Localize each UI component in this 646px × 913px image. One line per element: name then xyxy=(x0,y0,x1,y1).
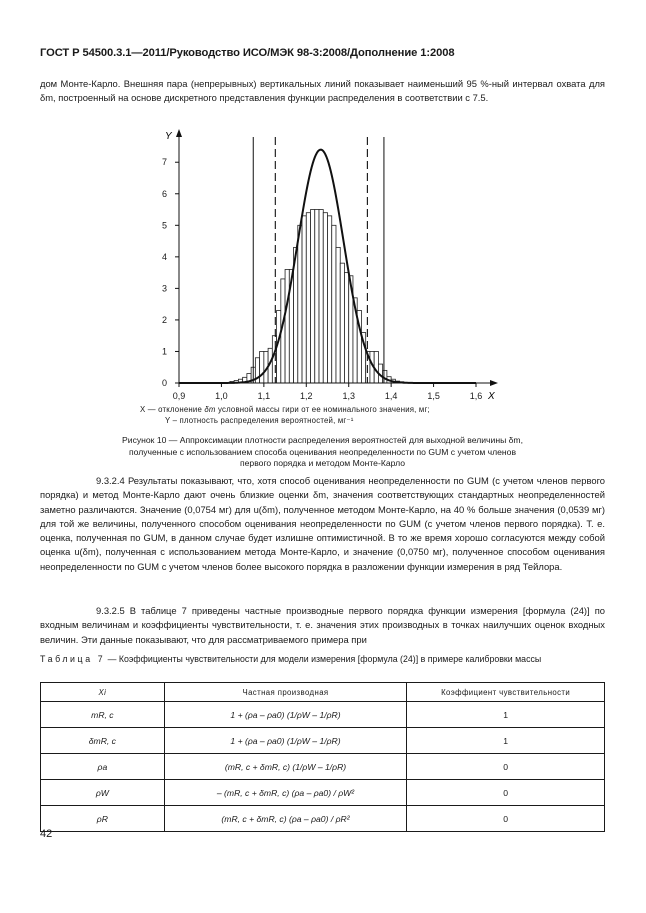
table-row xyxy=(41,754,605,780)
x-tick-label: 1,5 xyxy=(427,391,440,401)
histogram-bar xyxy=(332,225,336,383)
histogram-bar xyxy=(340,263,344,383)
histogram-bar xyxy=(298,225,302,383)
histogram-bar xyxy=(323,213,327,383)
legend-y-text: Y – плотность распределения вероятностей, мг⁻¹ xyxy=(165,416,354,425)
figure-caption xyxy=(40,435,605,470)
histogram-bar xyxy=(272,336,276,383)
sensitivity-table xyxy=(40,682,605,832)
cell-derivative: 1 + (ρa – ρa0) (1/ρW – 1/ρR) xyxy=(164,702,407,728)
x-tick-label: 1,6 xyxy=(469,391,483,401)
cell-variable: ρa xyxy=(41,754,165,780)
y-tick-label: 1 xyxy=(161,346,167,357)
header-coefficient: Коэффициент чувствительности xyxy=(407,683,605,702)
y-tick-label: 5 xyxy=(161,220,167,231)
paragraph-9-3-2-4: 9.3.2.4 Результаты показывают, что, хотя способ оценивания неопределенности по GUM (с учетом членов первого порядка) и метод Монте-Карло дают очень близкие оценки δm, значения соответствующих стандартных неопределенностей заметно различаются. Значение (0,0754 мг) для u(δm), полученное методом Монте-Карло, на 40 % больше значения (0,0539 мг) для той же величины, полученного способом оценивания неопределенности по GUM (с учетом членов первого порядка). Т. е. оценка, полученная по GUM, в данном случае будет излишне оптимистичной. В то же время хорошо согласуются между собой оценка u(δm), полученная с использованием метода Монте-Карло, и значение (0,0750 мг), полученное способом оценивания неопределенности по GUM с учетом членов более высокого порядка в разложении функции измерения в ряд Тейлора. xyxy=(40,475,605,572)
table-header-row xyxy=(41,683,605,702)
header-xi: Xi xyxy=(41,683,165,702)
distribution-chart xyxy=(0,125,646,402)
cell-variable: ρW xyxy=(41,780,165,806)
y-tick-label: 2 xyxy=(161,314,167,325)
cell-derivative: 1 + (ρa – ρa0) (1/ρW – 1/ρR) xyxy=(164,728,407,754)
paragraph-9-3-2-5: 9.3.2.5 В таблице 7 приведены частные производные первого порядка функции измерения [формула (24)] по входным величинам и коэффициенты чувствительности, т. е. значения этих производных в точках наилучших оценок входных величин. Эти данные показывают, что для рассматриваемого примера при xyxy=(40,605,605,645)
histogram-bar xyxy=(311,210,315,383)
y-ticks xyxy=(162,157,179,388)
cell-derivative: – (mR, c + δmR, c) (ρa – ρa0) / ρW² xyxy=(164,780,407,806)
cell-derivative: (mR, c + δmR, c) (ρa – ρa0) / ρR² xyxy=(164,806,407,832)
table-caption-text: — Коэффициенты чувствительности для модели измерения [формула (24)] в примере калибровки массы xyxy=(105,654,542,664)
x-axis-label: X xyxy=(488,391,495,402)
x-axis-arrow-icon xyxy=(490,380,498,386)
y-tick-label: 7 xyxy=(161,157,167,168)
y-tick-label: 4 xyxy=(161,251,167,262)
histogram-bar xyxy=(344,273,348,383)
y-tick-label: 3 xyxy=(161,283,167,294)
y-tick-label: 6 xyxy=(161,188,167,199)
cell-coefficient: 0 xyxy=(407,806,605,832)
cell-derivative: (mR, c + δmR, c) (1/ρW – 1/ρR) xyxy=(164,754,407,780)
histogram-bars xyxy=(230,210,404,383)
table-row xyxy=(41,780,605,806)
page-number: 42 xyxy=(40,828,53,840)
histogram-bar xyxy=(328,216,332,383)
x-tick-label: 1,1 xyxy=(257,391,271,401)
x-tick-label: 1,4 xyxy=(384,391,398,401)
legend-x-symbol: δm xyxy=(204,405,216,414)
x-tick-label: 1,2 xyxy=(300,391,313,401)
histogram-bar xyxy=(319,210,323,383)
histogram-bar xyxy=(302,216,306,383)
cell-variable: mR, c xyxy=(41,702,165,728)
histogram-bar xyxy=(306,213,310,383)
x-tick-label: 1,3 xyxy=(342,391,355,401)
x-ticks xyxy=(173,383,483,401)
axis-legend-y xyxy=(165,416,354,427)
cell-coefficient: 1 xyxy=(407,728,605,754)
page-header: ГОСТ Р 54500.3.1—2011/Руководство ИСО/МЭК 98-3:2008/Дополнение 1:2008 xyxy=(40,47,455,59)
table-caption-prefix: Таблица 7 xyxy=(40,654,106,664)
figure-caption-line2: полученные с использованием способа оценивания неопределенности по GUM с учетом членов xyxy=(128,446,517,457)
legend-x-prefix: X — отклонение xyxy=(140,405,202,414)
table-row xyxy=(41,728,605,754)
figure-caption-line3: первого порядка и методом Монте-Карло xyxy=(239,458,405,468)
cell-coefficient: 0 xyxy=(407,780,605,806)
cell-variable: ρR xyxy=(41,806,165,832)
table-row xyxy=(41,806,605,832)
axis-legend-x xyxy=(140,405,430,416)
figure-caption-line1: Рисунок 10 — Аппроксимации плотности распределения вероятностей для выходной величины δm, xyxy=(122,435,523,445)
histogram-bar xyxy=(336,247,340,383)
legend-x-suffix: условной массы гири от ее номинального значения, мг; xyxy=(217,405,430,414)
histogram-bar xyxy=(285,269,289,383)
x-tick-label: 0,9 xyxy=(172,391,186,401)
histogram-bar xyxy=(315,210,319,383)
cell-coefficient: 0 xyxy=(407,754,605,780)
table-row xyxy=(41,702,605,728)
cell-coefficient: 1 xyxy=(407,702,605,728)
x-tick-label: 1,0 xyxy=(215,391,228,401)
header-derivative: Частная производная xyxy=(164,683,407,702)
table-caption xyxy=(40,654,605,666)
y-axis-label: Y xyxy=(165,131,172,142)
cell-variable: δmR, c xyxy=(41,728,165,754)
histogram-bar xyxy=(260,351,264,383)
intro-paragraph: дом Монте-Карло. Внешняя пара (непрерывных) вертикальных линий показывает наименьший 95 %-ный интервал охвата для δm, построенный на основе дискретного представления функции распределения в соответствии с 7.5. xyxy=(40,78,605,104)
y-axis-arrow-icon xyxy=(176,129,182,137)
y-tick-label: 0 xyxy=(161,378,167,388)
